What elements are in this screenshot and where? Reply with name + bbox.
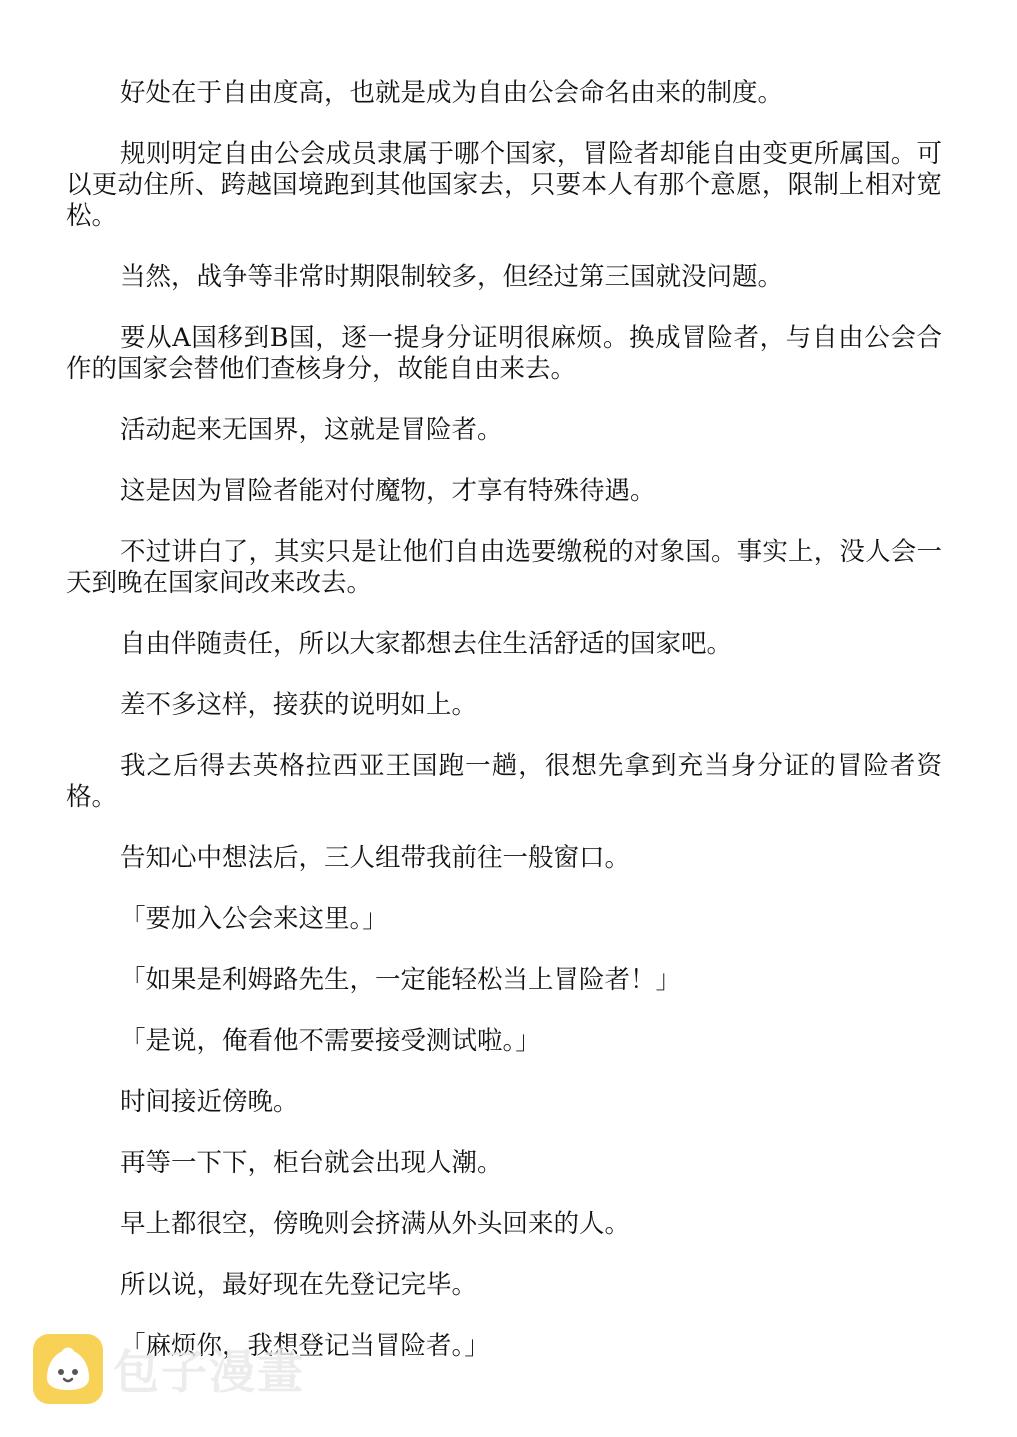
paragraph: 所以说，最好现在先登记完毕。 bbox=[120, 1270, 478, 1300]
paragraph: 我之后得去英格拉西亚王国跑一趟，很想先拿到充当身分证的冒险者资格。 bbox=[66, 751, 942, 812]
paragraph: 「如果是利姆路先生，一定能轻松当上冒险者！」 bbox=[120, 965, 682, 995]
paragraph: 要从A国移到B国，逐一提身分证明很麻烦。换成冒险者，与自由公会合作的国家会替他们查核身分，故能自由来去。 bbox=[66, 323, 942, 384]
paragraph: 时间接近傍晚。 bbox=[120, 1087, 299, 1117]
paragraph: 自由伴随责任，所以大家都想去住生活舒适的国家吧。 bbox=[120, 629, 733, 659]
paragraph: 活动起来无国界，这就是冒险者。 bbox=[120, 415, 503, 445]
paragraph: 这是因为冒险者能对付魔物，才享有特殊待遇。 bbox=[120, 476, 656, 506]
paragraph: 早上都很空，傍晚则会挤满从外头回来的人。 bbox=[120, 1209, 631, 1239]
watermark-text: 包子漫畫 bbox=[113, 1345, 305, 1399]
paragraph: 「是说，俺看他不需要接受测试啦。」 bbox=[120, 1026, 541, 1056]
paragraph: 再等一下下，柜台就会出现人潮。 bbox=[120, 1148, 503, 1178]
paragraph: 不过讲白了，其实只是让他们自由选要缴税的对象国。事实上，没人会一天到晚在国家间改来改去。 bbox=[66, 537, 942, 598]
paragraph: 告知心中想法后，三人组带我前往一般窗口。 bbox=[120, 843, 631, 873]
paragraph: 「要加入公会来这里。」 bbox=[120, 904, 388, 934]
paragraph: 规则明定自由公会成员隶属于哪个国家，冒险者却能自由变更所属国。可以更动住所、跨越国境跑到其他国家去，只要本人有那个意愿，限制上相对宽松。 bbox=[66, 139, 942, 231]
paragraph: 差不多这样，接获的说明如上。 bbox=[120, 690, 478, 720]
paragraph: 「麻烦你，我想登记当冒险者。」 bbox=[120, 1331, 490, 1361]
text-body bbox=[66, 78, 942, 1392]
bun-logo-icon bbox=[33, 1334, 103, 1404]
watermark bbox=[33, 1333, 305, 1405]
paragraph: 当然，战争等非常时期限制较多，但经过第三国就没问题。 bbox=[120, 262, 784, 292]
paragraph: 好处在于自由度高，也就是成为自由公会命名由来的制度。 bbox=[120, 78, 784, 108]
